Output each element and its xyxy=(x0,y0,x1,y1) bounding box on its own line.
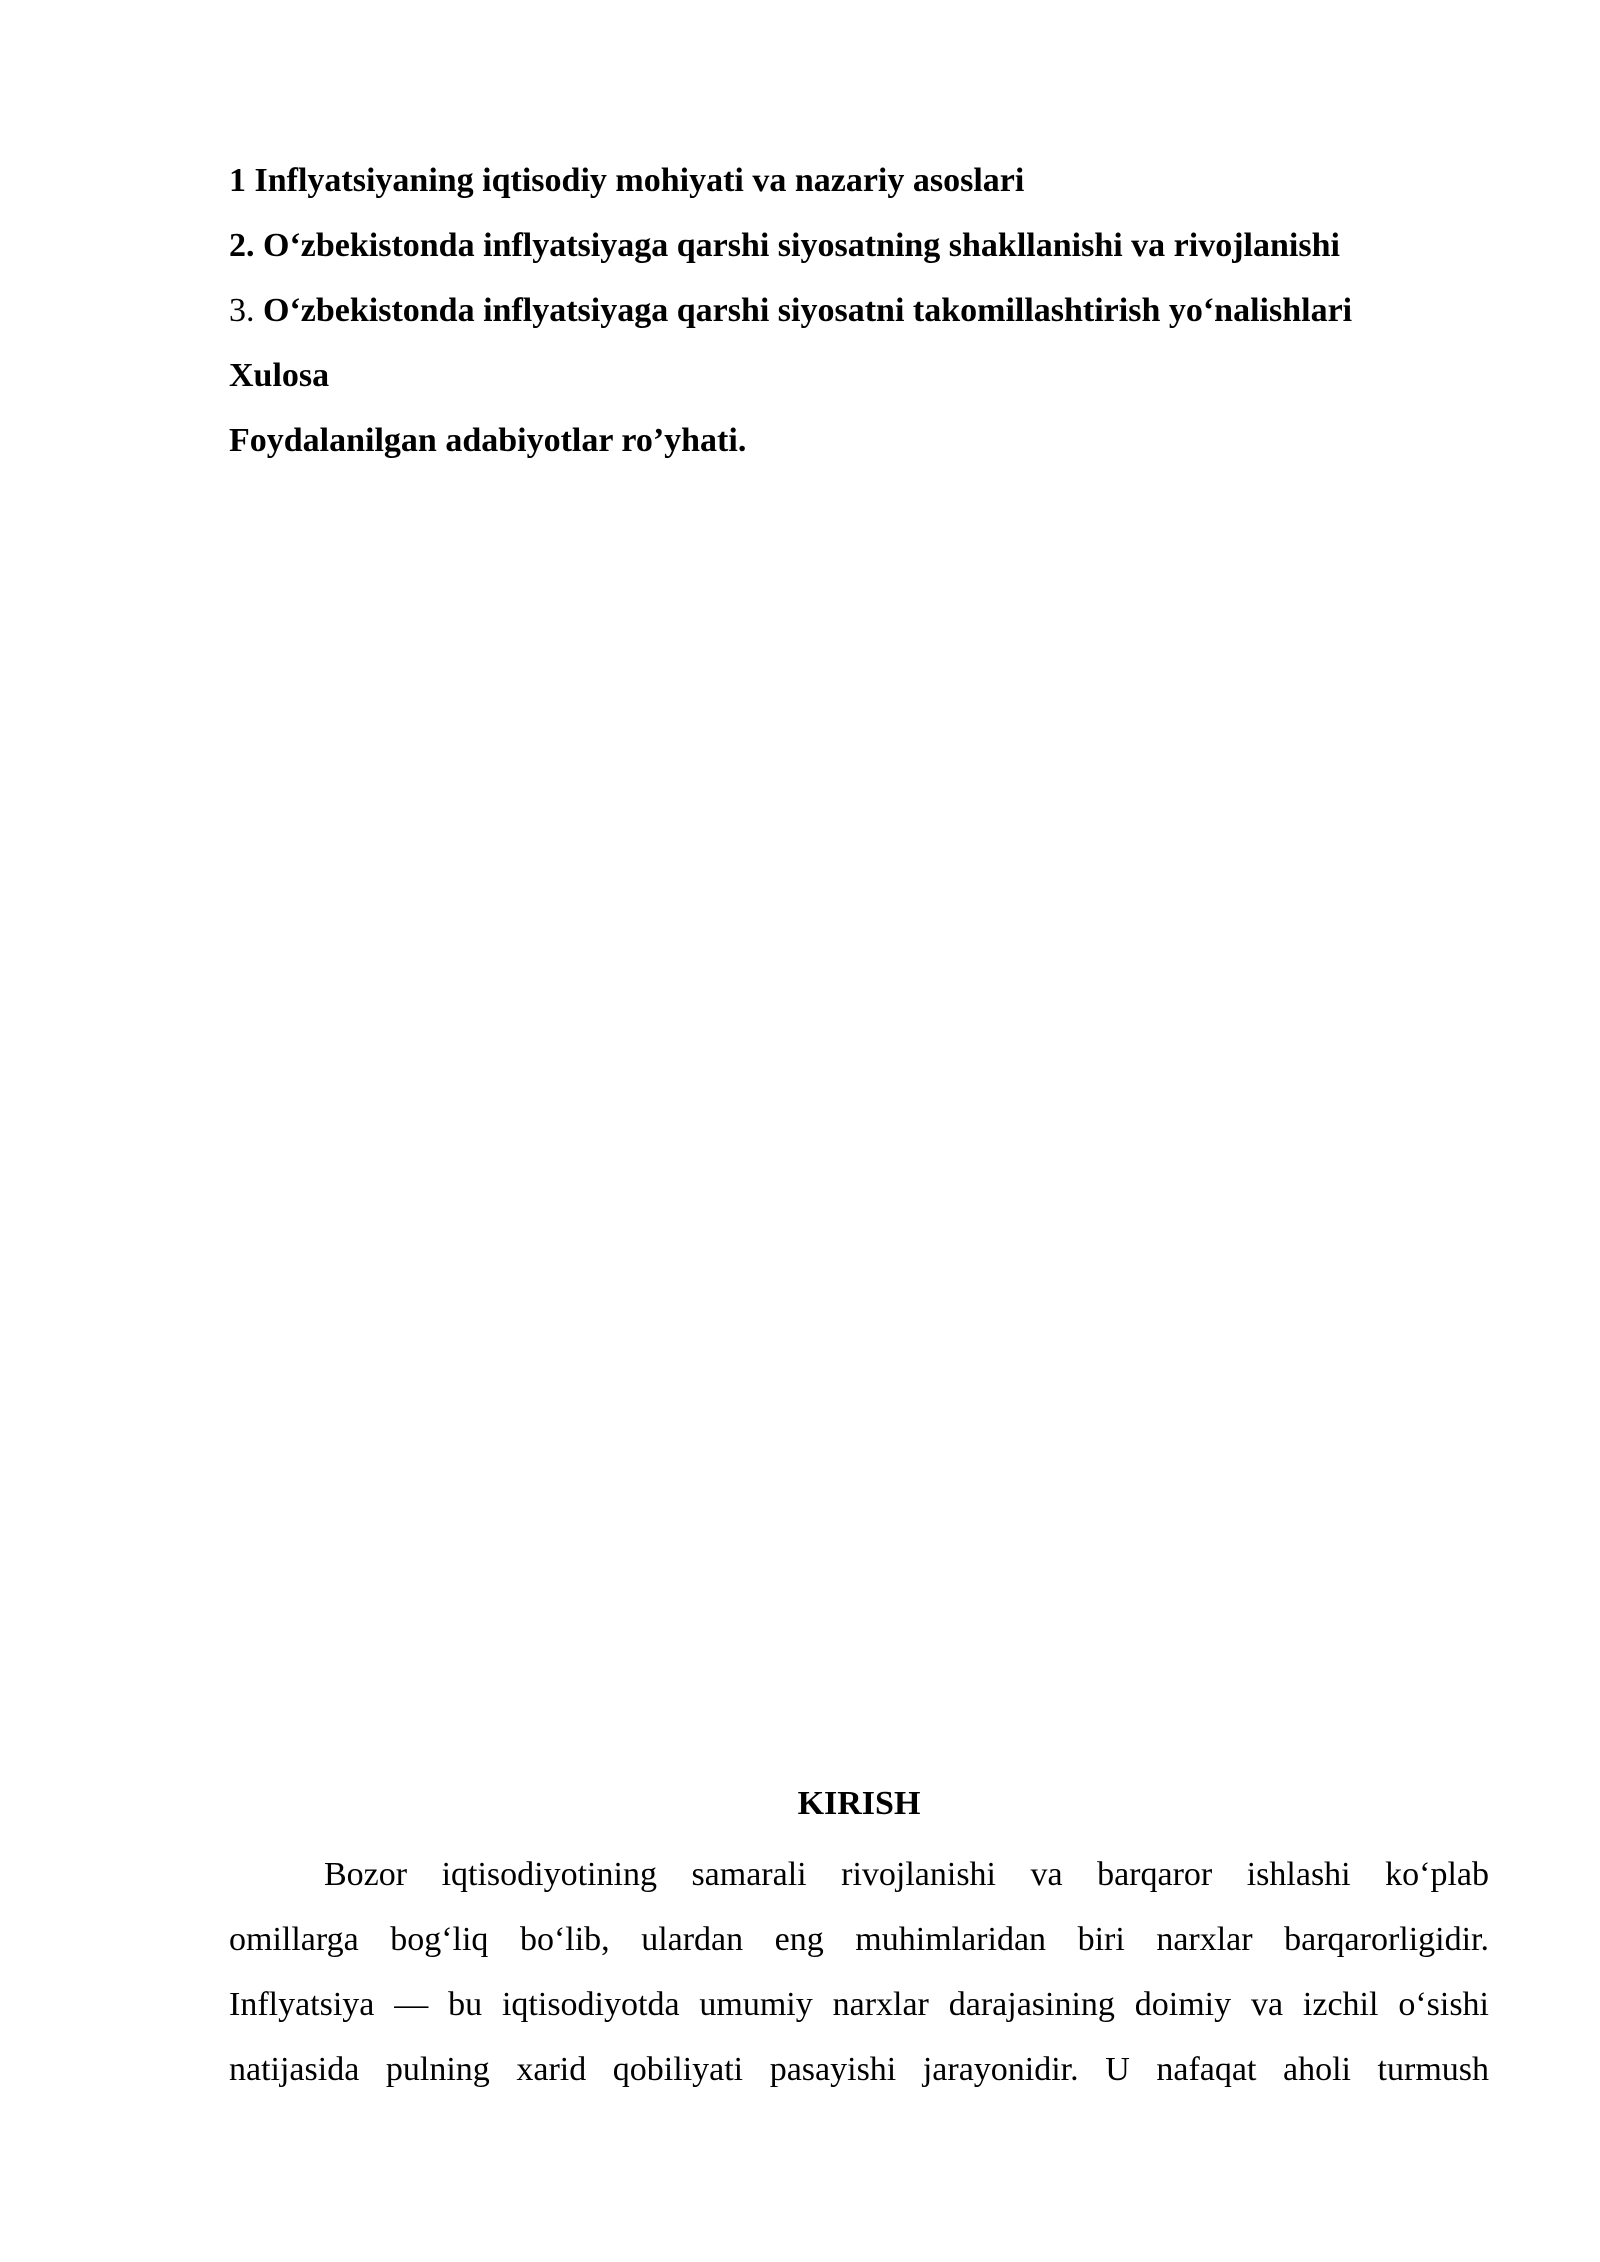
paragraph-line: omillarga bog‘liq bo‘lib, ulardan eng muhimlaridan biri narxlar barqarorligidir. xyxy=(229,1921,1489,1958)
toc-item-2 xyxy=(229,213,1489,278)
paragraph-line: Inflyatsiya — bu iqtisodiyotda umumiy narxlar darajasining doimiy va izchil o‘sishi xyxy=(229,1986,1489,2023)
paragraph-line: natijasida pulning xarid qobiliyati pasayishi jarayonidir. U nafaqat aholi turmush xyxy=(229,2051,1489,2088)
toc-item-1 xyxy=(229,148,1489,213)
toc-item-conclusion xyxy=(229,343,1489,408)
toc-item-title: Xulosa xyxy=(229,357,330,394)
paragraph-line: Bozor iqtisodiyotining samarali rivojlanishi va barqaror ishlashi ko‘plab xyxy=(324,1856,1489,1893)
toc-item-references xyxy=(229,408,1489,473)
introduction-paragraph xyxy=(229,1842,1489,2102)
toc-item-3 xyxy=(229,278,1489,343)
toc-item-title: O‘zbekistonda inflyatsiyaga qarshi siyosatni takomillashtirish yo‘nalishlari xyxy=(263,292,1353,329)
toc-item-number: 1 xyxy=(229,162,246,199)
toc-item-title: Foydalanilgan adabiyotlar ro’yhati. xyxy=(229,422,747,459)
toc-item-number: 2. xyxy=(229,227,255,264)
toc-item-title: O‘zbekistonda inflyatsiyaga qarshi siyosatning shakllanishi va rivojlanishi xyxy=(263,227,1340,264)
introduction-heading: KIRISH xyxy=(797,1785,921,1822)
toc-item-title: Inflyatsiyaning iqtisodiy mohiyati va nazariy asoslari xyxy=(254,162,1025,199)
table-of-contents xyxy=(229,148,1489,473)
toc-item-number: 3. xyxy=(229,292,255,329)
